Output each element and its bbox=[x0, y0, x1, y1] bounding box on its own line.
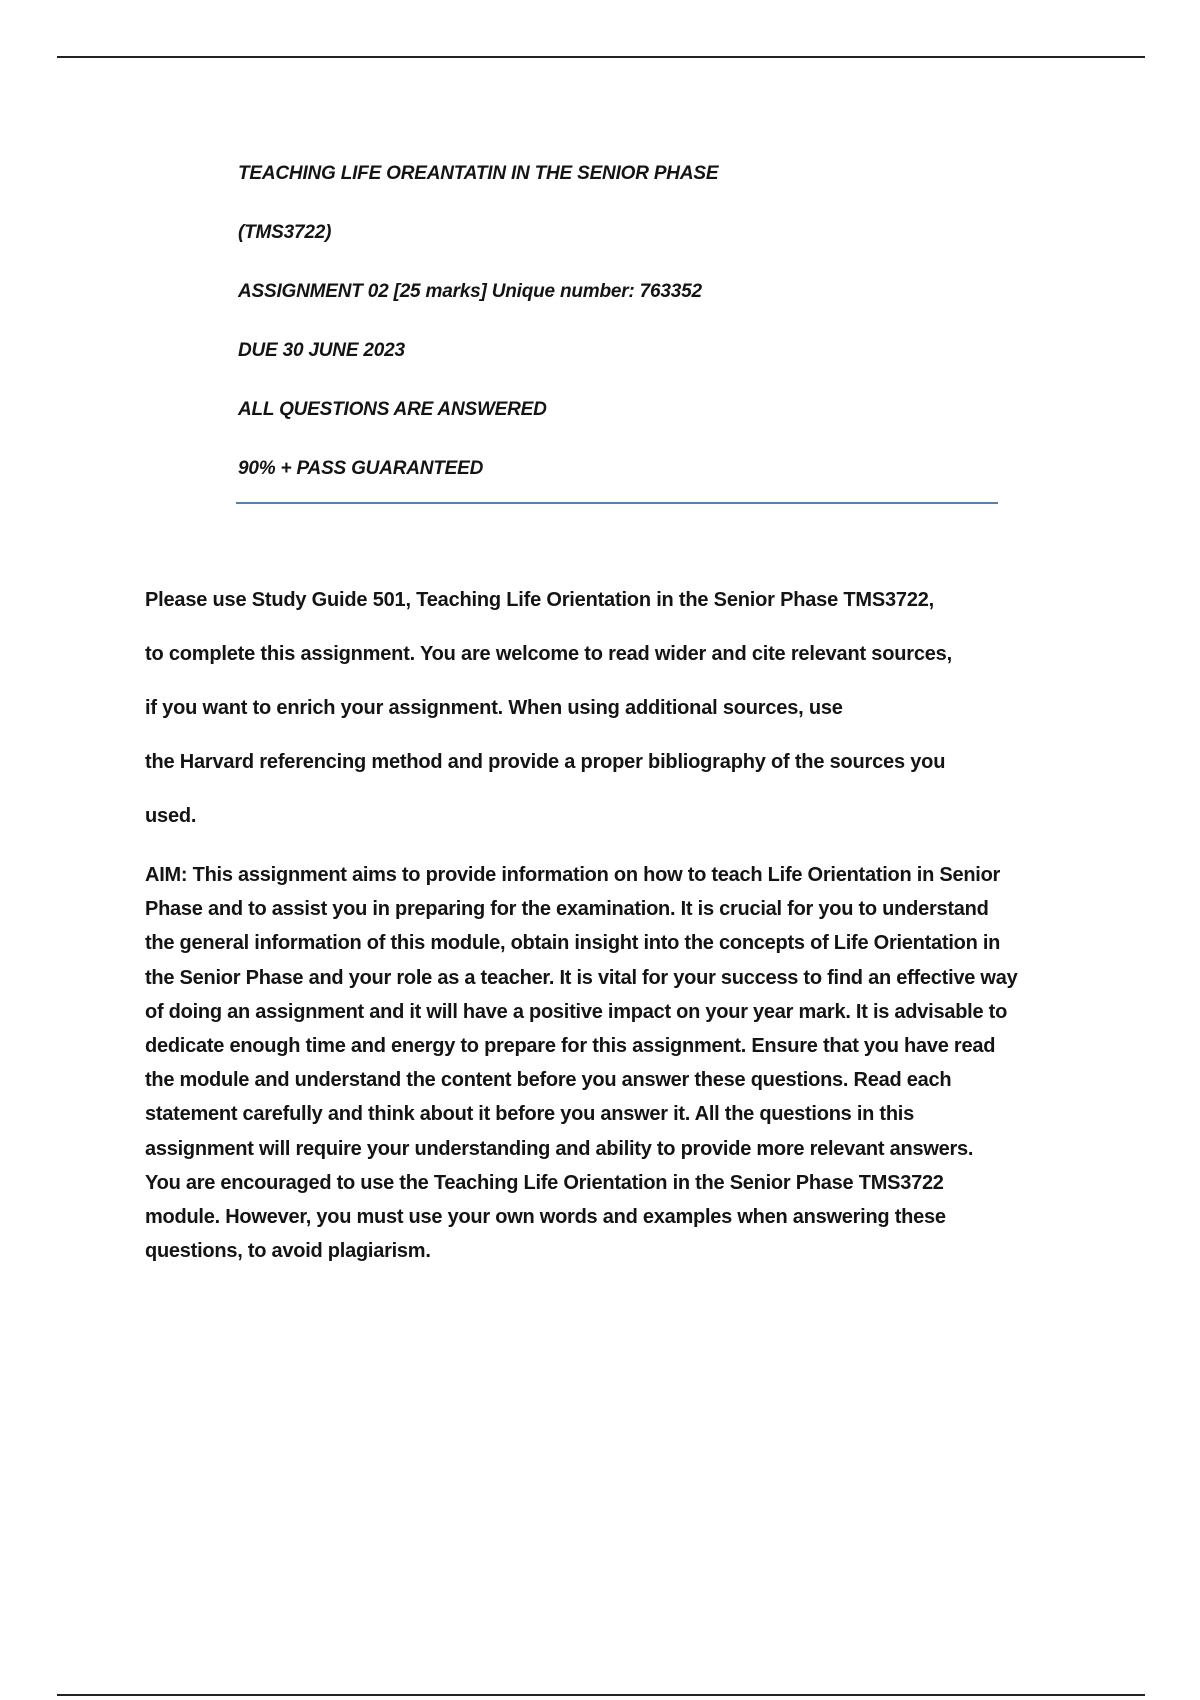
instructions-line: to complete this assignment. You are welcome to read wider and cite relevant sources, bbox=[145, 643, 952, 665]
aim-paragraph bbox=[145, 858, 1105, 1268]
pass-guarantee: 90% + PASS GUARANTEED bbox=[238, 458, 484, 479]
instructions-line: if you want to enrich your assignment. When using additional sources, use bbox=[145, 697, 843, 719]
aim-line: module. However, you must use your own words and examples when answering these bbox=[145, 1205, 946, 1228]
aim-line: the general information of this module, obtain insight into the concepts of Life Orientation in bbox=[145, 932, 1001, 955]
aim-line: questions, to avoid plagiarism. bbox=[145, 1240, 431, 1263]
page-top-rule bbox=[57, 56, 1145, 58]
assignment-info: ASSIGNMENT 02 [25 marks] Unique number: 763352 bbox=[238, 281, 702, 302]
due-date: DUE 30 JUNE 2023 bbox=[238, 340, 405, 361]
aim-line: the Senior Phase and your role as a teacher. It is vital for your success to find an effective way bbox=[145, 966, 1018, 989]
instructions-line: the Harvard referencing method and provide a proper bibliography of the sources you bbox=[145, 751, 946, 773]
aim-line: assignment will require your understanding and ability to provide more relevant answers. bbox=[145, 1137, 974, 1160]
aim-line: Phase and to assist you in preparing for the examination. It is crucial for you to understand bbox=[145, 898, 989, 921]
aim-line: the module and understand the content before you answer these questions. Read each bbox=[145, 1069, 952, 1092]
aim-line: of doing an assignment and it will have a positive impact on your year mark. It is advisable to bbox=[145, 1000, 1008, 1023]
instructions-paragraph bbox=[145, 587, 1105, 857]
header-divider bbox=[236, 502, 998, 504]
page-bottom-rule bbox=[57, 1694, 1145, 1696]
aim-line: statement carefully and think about it before you answer it. All the questions in this bbox=[145, 1103, 914, 1126]
aim-line: AIM: This assignment aims to provide information on how to teach Life Orientation in Senior bbox=[145, 864, 1001, 886]
aim-line: You are encouraged to use the Teaching Life Orientation in the Senior Phase TMS3722 bbox=[145, 1171, 944, 1194]
answered-note: ALL QUESTIONS ARE ANSWERED bbox=[238, 399, 547, 420]
aim-line: dedicate enough time and energy to prepare for this assignment. Ensure that you have read bbox=[145, 1034, 996, 1057]
instructions-line: Please use Study Guide 501, Teaching Life Orientation in the Senior Phase TMS3722, bbox=[145, 589, 935, 611]
assignment-header bbox=[238, 162, 998, 481]
course-code: (TMS3722) bbox=[238, 222, 332, 243]
course-title: TEACHING LIFE OREANTATIN IN THE SENIOR PHASE bbox=[238, 163, 719, 184]
instructions-line: used. bbox=[145, 805, 197, 827]
